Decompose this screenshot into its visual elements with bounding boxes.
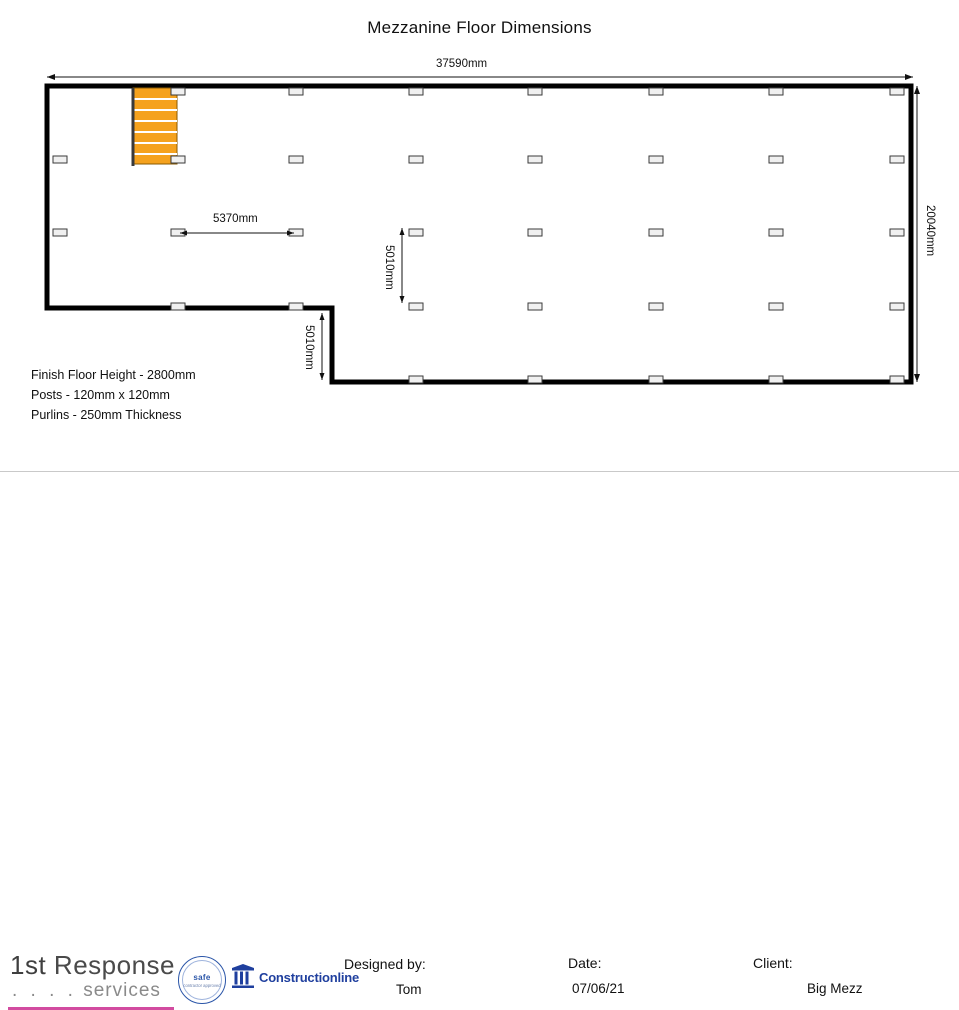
note-purlins: Purlins - 250mm Thickness <box>31 407 182 422</box>
pillar-icon <box>231 964 255 990</box>
designed-by-label: Designed by: <box>344 956 426 972</box>
company-logo <box>10 952 185 1002</box>
client-value: Big Mezz <box>807 981 863 996</box>
bay-depth-label: 5010mm <box>383 245 395 290</box>
designed-by-field <box>344 956 426 997</box>
note-finish-floor-height: Finish Floor Height - 2800mm <box>31 368 196 382</box>
designed-by-value: Tom <box>396 982 422 997</box>
logo-text-services: services <box>83 980 161 1002</box>
bay-width-dimension <box>180 231 294 236</box>
bay-width-label: 5370mm <box>213 213 258 225</box>
post-grid <box>53 88 904 383</box>
seal-label: safe <box>193 972 211 982</box>
overall-width-dimension <box>47 74 913 80</box>
date-value: 07/06/21 <box>572 981 625 996</box>
title-block <box>0 472 959 1002</box>
overall-depth-dimension <box>914 86 920 382</box>
date-field <box>568 955 625 996</box>
logo-dots: . . . . <box>12 980 77 1002</box>
specification-notes <box>31 366 196 425</box>
client-field <box>753 955 863 996</box>
logo-text-main: Response <box>53 950 175 980</box>
logo-text-prefix: 1st <box>10 950 47 980</box>
overall-depth-label: 20040mm <box>924 205 936 257</box>
overall-width-label: 37590mm <box>436 58 488 70</box>
bay-depth-dimension <box>400 228 405 303</box>
constructionline-logo <box>231 964 359 990</box>
constructionline-label: Constructionline <box>259 969 360 985</box>
safecontractor-seal-icon <box>178 956 226 1004</box>
seal-sublabel: contractor approved <box>183 982 221 988</box>
date-label: Date: <box>568 955 602 971</box>
staircase <box>133 88 177 166</box>
client-label: Client: <box>753 955 793 971</box>
note-posts: Posts - 120mm x 120mm <box>31 387 170 402</box>
page-title: Mezzanine Floor Dimensions <box>367 18 592 37</box>
lower-wing-depth-dimension <box>320 313 325 380</box>
lower-wing-depth-label: 5010mm <box>303 325 315 370</box>
